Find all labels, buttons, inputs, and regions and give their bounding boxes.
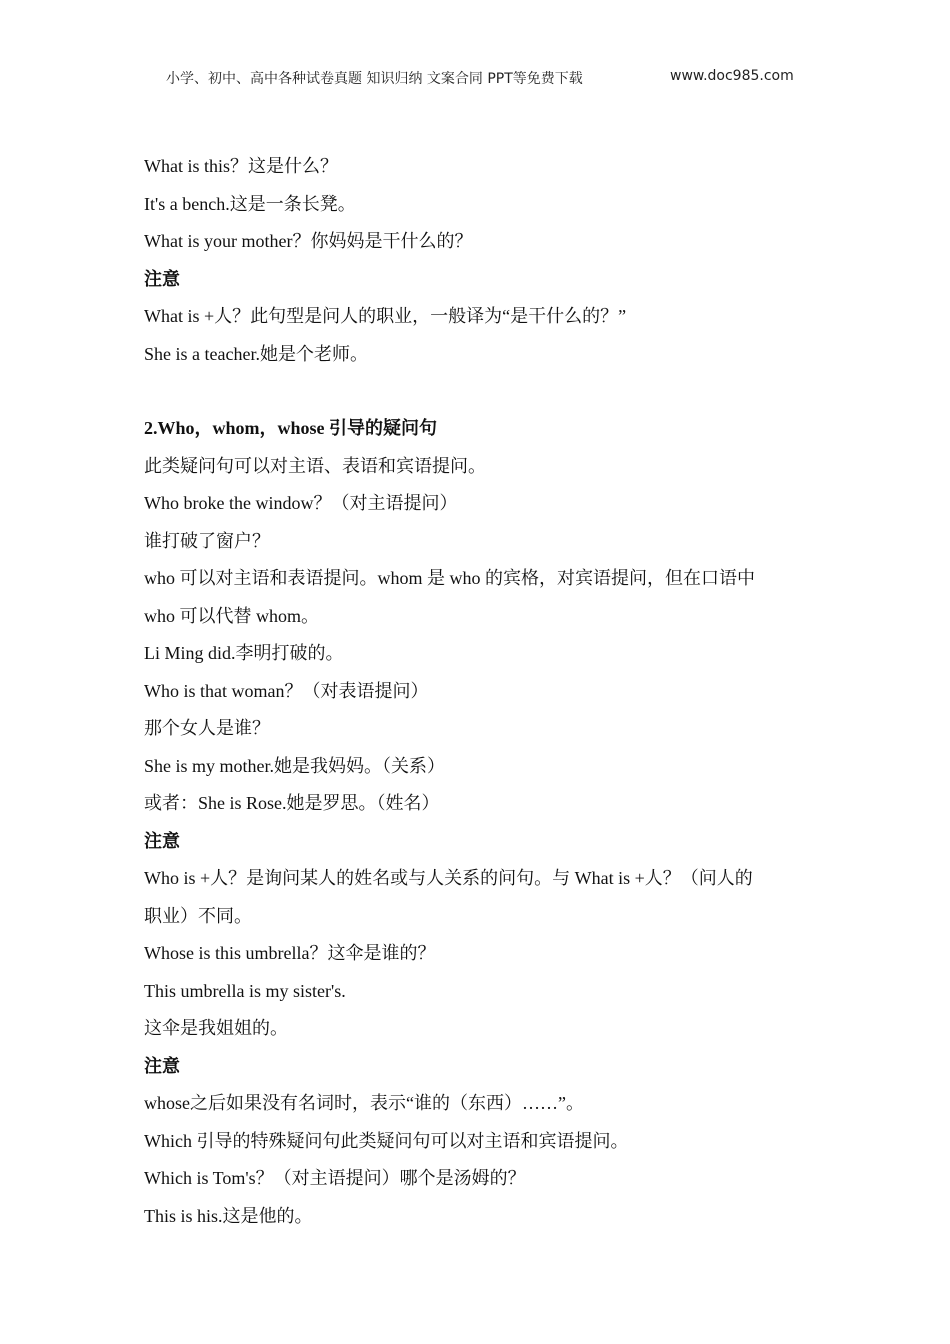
- paragraph-line: who 可以对主语和表语提问。whom 是 who 的宾格，对宾语提问，但在口语中: [144, 568, 755, 588]
- example-line: This is his.这是他的。: [144, 1205, 313, 1226]
- note-text: What is +人？此句型是问人的职业，一般译为“是干什么的？”: [144, 306, 627, 326]
- example-line: What is this？这是什么？: [144, 156, 338, 176]
- example-line: Li Ming did.李明打破的。: [144, 643, 344, 663]
- note-heading: 注意: [144, 1055, 180, 1076]
- example-line: It's a bench.这是一条长凳。: [144, 193, 356, 214]
- example-line: Whose is this umbrella？这伞是谁的？: [144, 943, 436, 963]
- example-line: She is my mother.她是我妈妈。（关系）: [144, 755, 445, 776]
- example-line: Who broke the window？（对主语提问）: [144, 493, 458, 513]
- note-heading: 注意: [144, 268, 180, 289]
- paragraph-line: 此类疑问句可以对主语、表语和宾语提问。: [144, 455, 486, 476]
- note-text: Who is +人？是询问某人的姓名或与人关系的问句。与 What is +人？（问人的: [144, 868, 753, 888]
- header-website[interactable]: www.doc985.com: [670, 68, 794, 84]
- note-text: whose之后如果没有名词时，表示“谁的（东西）……”。: [144, 1093, 584, 1113]
- example-line: What is your mother？你妈妈是干什么的？: [144, 231, 473, 251]
- example-line: 或者：She is Rose.她是罗思。（姓名）: [144, 793, 440, 813]
- header-text: 小学、初中、高中各种试卷真题 知识归纳 文案合同 PPT等免费下载: [166, 71, 583, 87]
- example-line: 这伞是我姐姐的。: [144, 1018, 288, 1038]
- example-line: She is a teacher.她是个老师。: [144, 343, 368, 364]
- example-line: Which is Tom's？（对主语提问）哪个是汤姆的？: [144, 1168, 526, 1188]
- example-line: 那个女人是谁？: [144, 718, 270, 738]
- paragraph-line: Which 引导的特殊疑问句此类疑问句可以对主语和宾语提问。: [144, 1130, 629, 1151]
- note-text: 职业）不同。: [144, 905, 252, 926]
- section-gap: [144, 373, 794, 410]
- example-line: Who is that woman？（对表语提问）: [144, 680, 429, 701]
- section-heading: 2.Who，whom，whose 引导的疑问句: [144, 418, 438, 438]
- paragraph-line: who 可以代替 whom。: [144, 605, 319, 626]
- example-line: This umbrella is my sister's.: [144, 980, 346, 1001]
- note-heading: 注意: [144, 830, 180, 851]
- example-line: 谁打破了窗户？: [144, 530, 270, 551]
- document-body: [144, 148, 794, 1235]
- page-header: [166, 68, 806, 88]
